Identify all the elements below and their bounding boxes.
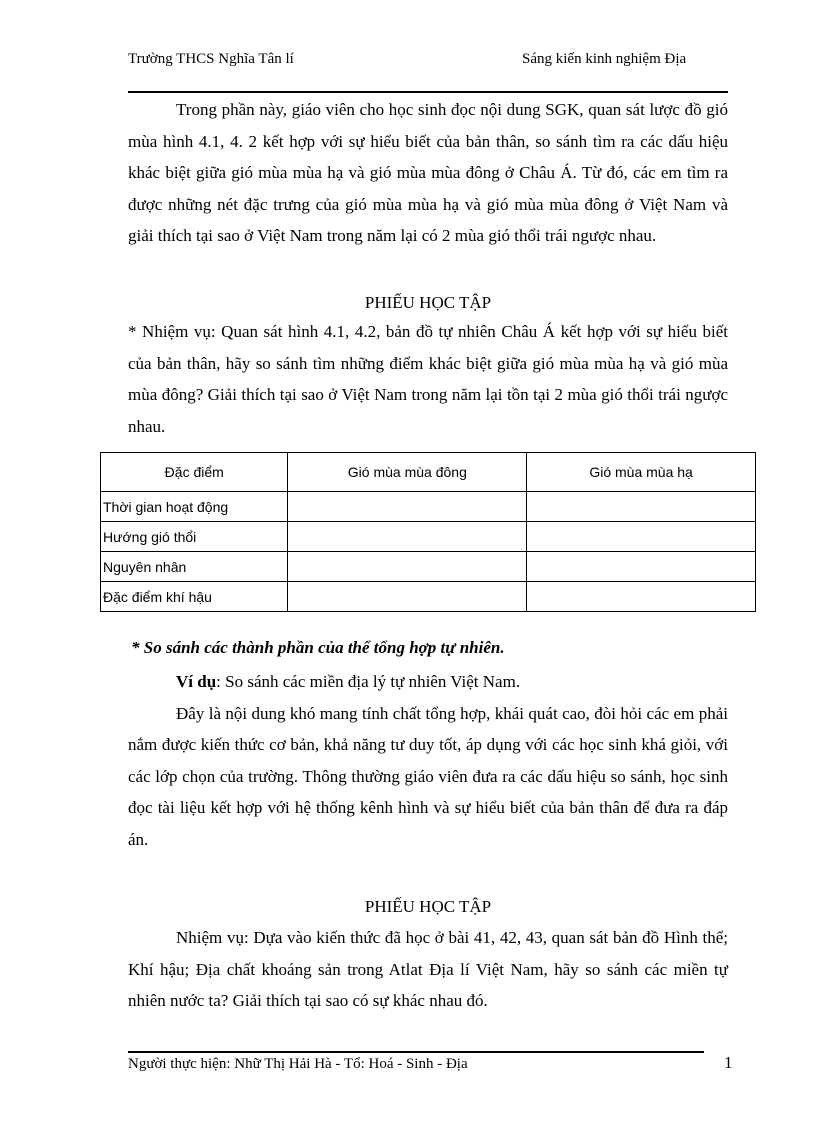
worksheet1-task-block bbox=[128, 316, 728, 442]
header-rule bbox=[128, 91, 728, 93]
table-cell-label: Thời gian hoạt động bbox=[101, 492, 288, 522]
table-row bbox=[101, 582, 756, 612]
table-cell bbox=[288, 552, 527, 582]
table-row bbox=[101, 552, 756, 582]
table-row bbox=[101, 522, 756, 552]
table-cell-label: Hướng gió thổi bbox=[101, 522, 288, 552]
worksheet2-task: Nhiệm vụ: Dựa vào kiến thức đã học ở bài 41, 42, 43, quan sát bản đồ Hình thể; Khí hậu; Địa chất khoáng sản trong Atlat Địa lí Việt Nam, hãy so sánh các miền tự nhiên nước ta? Giải thích tại sao có sự khác nhau đó. bbox=[128, 928, 728, 1010]
table-cell bbox=[527, 582, 756, 612]
table-cell-label: Nguyên nhân bbox=[101, 552, 288, 582]
table-cell-label: Đặc điểm khí hậu bbox=[101, 582, 288, 612]
example-label: Ví dụ bbox=[176, 672, 217, 691]
example-line bbox=[128, 666, 728, 698]
section-heading: * So sánh các thành phần của thể tổng hợp tự nhiên. bbox=[131, 638, 505, 657]
footer-author: Người thực hiện: Nhữ Thị Hải Hà - Tổ: Hoá - Sinh - Địa bbox=[128, 1056, 468, 1072]
intro-paragraph: Trong phần này, giáo viên cho học sinh đọc nội dung SGK, quan sát lược đồ gió mùa hình 4.1, 4. 2 kết hợp với sự hiểu biết của bản thân, so sánh tìm ra các dấu hiệu khác biệt giữa gió mùa mùa hạ và gió mùa mùa đông ở Châu Á. Từ đó, các em tìm ra được những nét đặc trưng của gió mùa mùa hạ và gió mùa mùa đông ở Việt Nam và giải thích tại sao ở Việt Nam trong năm lại có 2 mùa gió thổi trái ngược nhau. bbox=[128, 100, 728, 245]
worksheet1-title: PHIẾU HỌC TẬP bbox=[364, 293, 492, 312]
table-header-cell: Gió mùa mùa đông bbox=[288, 453, 527, 492]
table-row bbox=[101, 492, 756, 522]
intro-block bbox=[128, 94, 728, 252]
table-cell bbox=[288, 582, 527, 612]
header-title: Sáng kiến kinh nghiệm Địa bbox=[522, 51, 687, 67]
table-cell bbox=[527, 492, 756, 522]
table-header-cell: Gió mùa mùa hạ bbox=[527, 453, 756, 492]
comparison-table bbox=[100, 452, 756, 612]
table-header-row bbox=[101, 453, 756, 492]
worksheet2-task-block bbox=[128, 922, 728, 1017]
section-block bbox=[128, 666, 728, 855]
table-cell bbox=[527, 552, 756, 582]
worksheet2-title: PHIẾU HỌC TẬP bbox=[364, 897, 492, 916]
table-cell bbox=[288, 522, 527, 552]
table-cell bbox=[288, 492, 527, 522]
worksheet1-task: * Nhiệm vụ: Quan sát hình 4.1, 4.2, bản đồ tự nhiên Châu Á kết hợp với sự hiểu biết của bản thân, hãy so sánh tìm những điểm khác biệt giữa gió mùa mùa hạ và gió mùa mùa đông? Giải thích tại sao ở Việt Nam trong năm lại tồn tại 2 mùa gió thổi trái ngược nhau. bbox=[128, 322, 728, 436]
header-school: Trường THCS Nghĩa Tân lí bbox=[128, 51, 294, 67]
section-paragraph: Đây là nội dung khó mang tính chất tổng hợp, khái quát cao, đòi hỏi các em phải nắm được kiến thức cơ bản, khả năng tư duy tốt, áp dụng với các học sinh khá giỏi, với các lớp chọn của trường. Thông thường giáo viên đưa ra các dấu hiệu so sánh, học sinh đọc tài liệu kết hợp với hệ thống kênh hình và sự hiểu biết của bản thân để đưa ra đáp án. bbox=[128, 703, 728, 849]
footer-rule bbox=[128, 1051, 704, 1053]
page-number: 1 bbox=[724, 1053, 733, 1072]
table-cell bbox=[527, 522, 756, 552]
example-text: : So sánh các miền địa lý tự nhiên Việt Nam. bbox=[216, 672, 521, 691]
table-header-cell: Đặc điểm bbox=[101, 453, 288, 492]
